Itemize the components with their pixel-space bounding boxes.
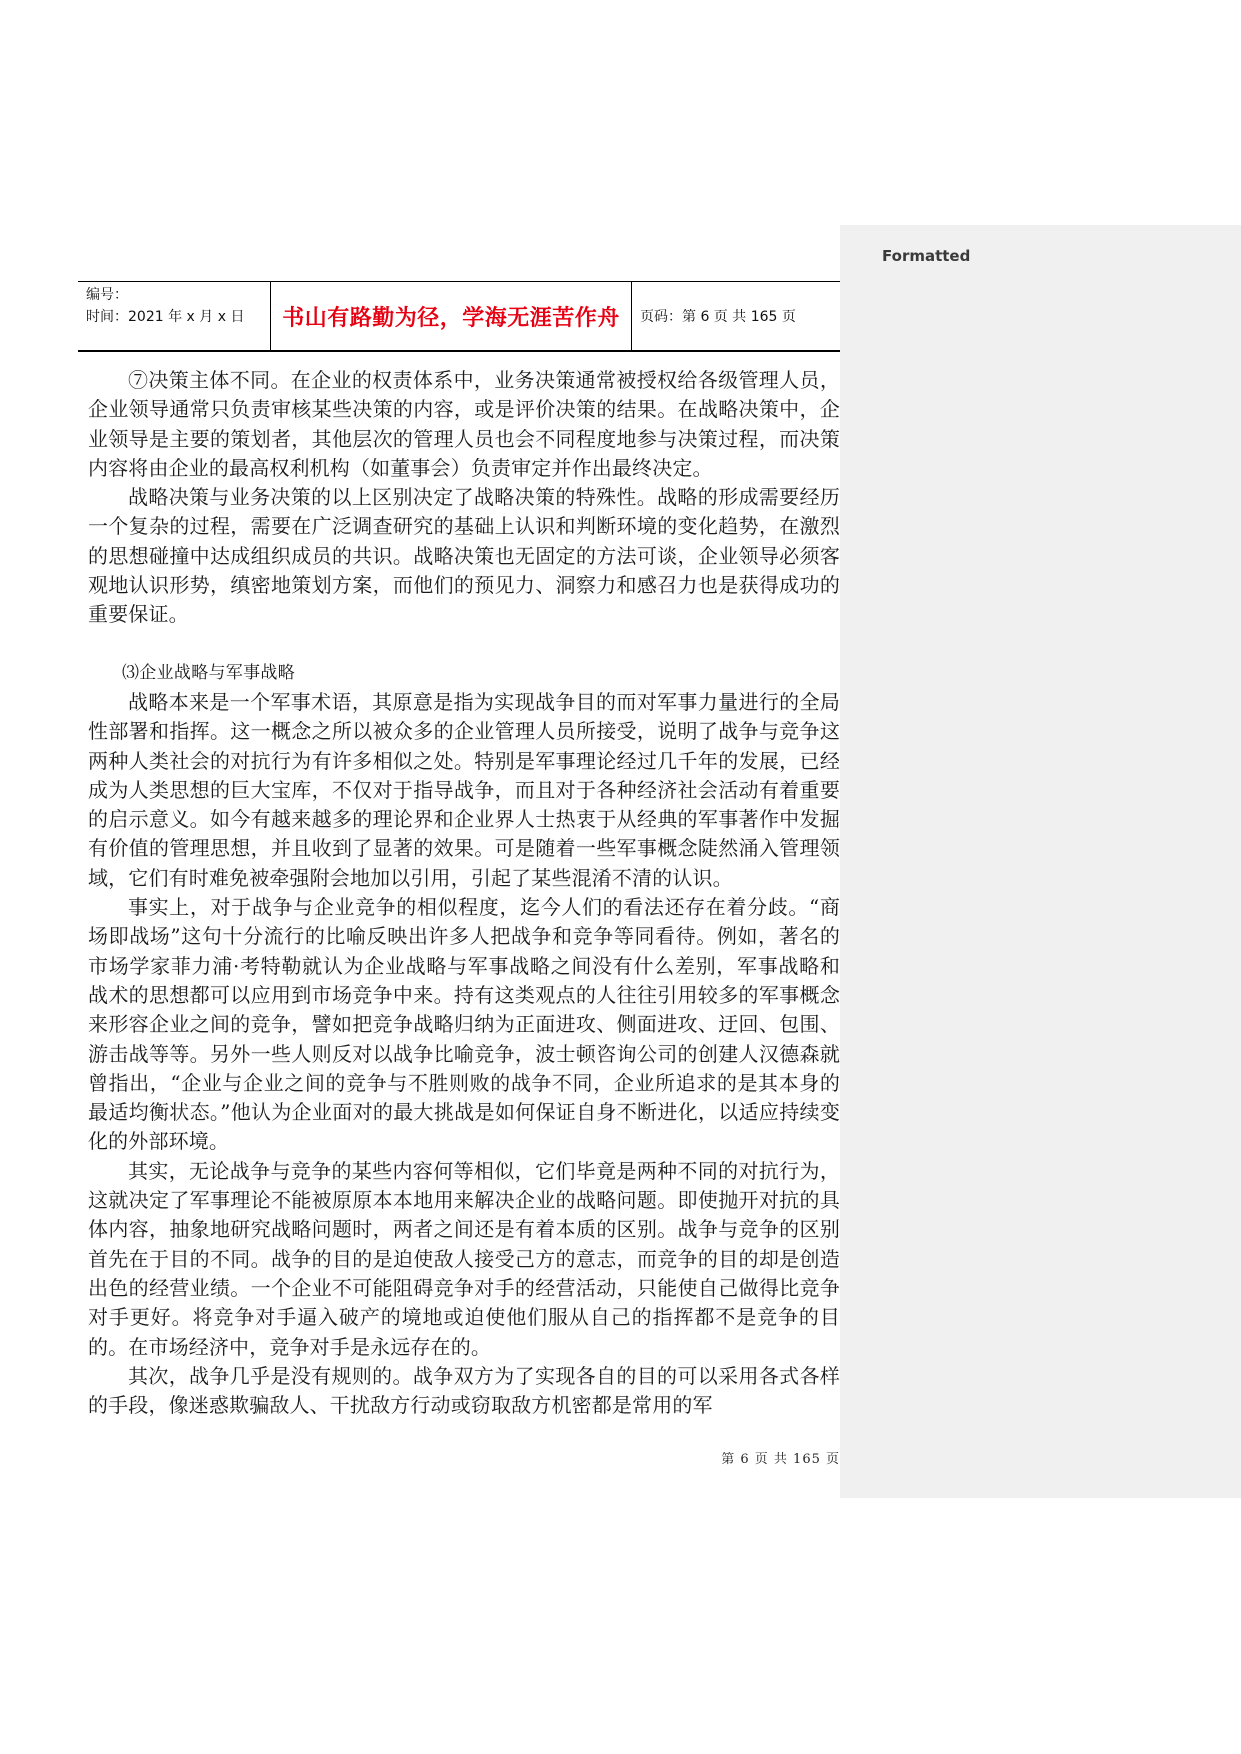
paragraph-decision-summary: 战略决策与业务决策的以上区别决定了战略决策的特殊性。战略的形成需要经历一个复杂的过程，需要在广泛调查研究的基础上认识和判断环境的变化趋势，在激烈的思想碰撞中达成组织成员的共识。战略决策也无固定的方法可谈，企业领导必须客观地认识形势，缜密地策划方案，而他们的预见力、洞察力和感召力也是获得成功的重要保证。 [88,485,840,627]
page-info: 页码：第 6 页 共 165 页 [640,309,796,325]
comment-pane-title: Formatted [882,247,971,265]
paragraph-gap [88,630,840,659]
paragraph-strategy-origin: 战略本来是一个军事术语，其原意是指为实现战争目的而对军事力量进行的全局性部署和指挥。这一概念之所以被众多的企业管理人员所接受，说明了战争与竞争这两种人类社会的对抗行为有许多相似之处。特别是军事理论经过几千年的发展，已经成为人类思想的巨大宝库，不仅对于指导战争，而且对于各种经济社会活动有着重要的启示意义。如今有越来越多的理论界和企业界人士热衷于从经典的军事著作中发掘有价值的管理思想，并且收到了显著的效果。可是随着一些军事概念陡然涌入管理领域，它们有时难免被牵强附会地加以引用，引起了某些混淆不清的认识。 [88,689,840,890]
header-meta-cell [78,282,271,350]
serial-label: 编号： [86,287,128,303]
date-line: 时间：2021 年 x 月 x 日 [86,309,245,325]
paragraph-views-divergence: 事实上，对于战争与企业竞争的相似程度，迄今人们的看法还存在着分歧。“商场即战场”这句十分流行的比喻反映出许多人把战争和竞争等同看待。例如，著名的市场学家菲力浦·考特勒就认为企业战略与军事战略之间没有什么差别，军事战略和战术的思想都可以应用到市场竞争中来。持有这类观点的人往往引用较多的军事概念来形容企业之间的竞争，譬如把竞争战略归纳为正面进攻、侧面进攻、迂回、包围、游击战等等。另外一些人则反对以战争比喻竞争，波士顿咨询公司的创建人汉德森就曾指出，“企业与企业之间的竞争与不胜则败的战争不同，企业所追求的是其本身的最适均衡状态。”他认为企业面对的最大挑战是如何保证自身不断进化，以适应持续变化的外部环境。 [88,895,840,1154]
header-table [78,281,840,352]
header-page-cell [632,282,840,350]
paragraph-essential-difference: 其实，无论战争与竞争的某些内容何等相似，它们毕竟是两种不同的对抗行为，这就决定了军事理论不能被原原本本地用来解决企业的战略问题。即使抛开对抗的具体内容，抽象地研究战略问题时，两者之间还是有着本质的区别。战争与竞争的区别首先在于目的不同。战争的目的是迫使敌人接受己方的意志，而竞争的目的却是创造出色的经营业绩。一个企业不可能阻碍竞争对手的经营活动，只能使自己做得比竞争对手更好。将竞争对手逼入破产的境地或迫使他们服从自己的指挥都不是竞争的目的。在市场经济中，竞争对手是永远存在的。 [88,1158,840,1359]
paragraph-decision-subject: ⑦决策主体不同。在企业的权责体系中，业务决策通常被授权给各级管理人员，企业领导通常只负责审核某些决策的内容，或是评价决策的结果。在战略决策中，企业领导是主要的策划者，其他层次的管理人员也会不同程度地参与决策过程，而决策内容将由企业的最高权利机构（如董事会）负责审定并作出最终决定。 [88,368,840,480]
comment-pane [840,225,1241,1498]
motto-text: 书山有路勤为径，学海无涯苦作舟 [282,305,620,331]
section-heading: ⑶企业战略与军事战略 [122,662,295,683]
paragraph-no-rules: 其次，战争几乎是没有规则的。战争双方为了实现各自的目的可以采用各式各样的手段，像迷惑欺骗敌人、干扰敌方行动或窃取敌方机密都是常用的军 [88,1363,840,1418]
document-body [88,366,840,1420]
page-footer: 第 6 页 共 165 页 [721,1452,840,1467]
header-motto-cell [271,282,632,350]
